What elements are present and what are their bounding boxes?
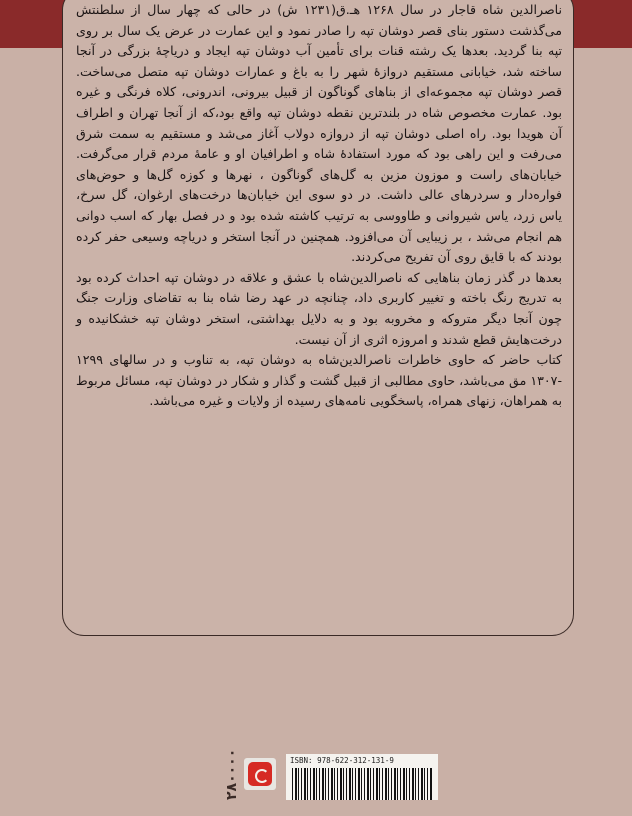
paragraph-later-years: بعدها در گذر زمان بناهایی که ناصرالدین‌شاه با عشق و علاقه در دوشان تپه احداث کرده بود به تدریج رنگ باخته و تغییر کاربری داد، چنانچه در عهد رضا شاه بنا به تقاضای وزارت جنگ چون آنجا دیگر متروکه و مخروبه بود و به دلایل بهداشتی، استخر دوشان تپه خشکانیده و درخت‌هایش قطع شدند و امروزه اثری از آن نیست. <box>76 269 562 347</box>
price-label <box>224 748 275 816</box>
isbn-text: ISBN: 978-622-312-131-9 <box>290 756 394 765</box>
back-cover-text <box>76 0 562 412</box>
price-text: ۲۸۰۰۰۰ <box>224 748 240 800</box>
paragraph-book-summary: کتاب حاضر که حاوی خاطرات ناصرالدین‌شاه به دوشان تپه، به تناوب و در سالهای ۱۲۹۹ -۱۳۰۷ مق می‌باشد، حاوی مطالبی از قبیل گشت و گذار و شکار در دوشان تپه، مسائل مربوط به همراهان، زنهای همراه، پاسخگویی نامه‌های رسیده از ولایات و غیره می‌باشد. <box>76 352 562 409</box>
publisher-logo <box>244 758 276 790</box>
publisher-logo-icon <box>248 762 272 786</box>
barcode-icon <box>292 768 432 800</box>
paragraph-history: ناصرالدین شاه قاجار در سال ۱۲۶۸ هـ.ق(۱۲۳۱ ش) در حالی که چهار سال از سلطنتش می‌گذشت دستور بنای قصر دوشان تپه را صادر نمود و این عمارت در عرض یک سال بر روی تپه بنا گردید. بعدها یک رشته قنات برای تأمین آب دوشان تپه ایجاد و دریاچهٔ بزرگی در آنجا ساخته شد، خیابانی مستقیم دروازهٔ شهر را به باغ و عمارات دوشان تپه متصل می‌ساخت. قصر دوشان تپه مجموعه‌ای از بناهای گوناگون از قبیل بیرونی، اندرونی، کلاه فرنگی و غیره بود. عمارت مخصوص شاه در بلندترین نقطه دوشان تپه واقع بود،که از آنجا تهران و اطراف آن هویدا بود. راه اصلی دوشان تپه از دروازه دولاب آغاز می‌شد و مستقیم به سمت شرق می‌رفت و این راهی بود که مورد استفادهٔ شاه و اطرافیان او و عامهٔ مردم قرار می‌گرفت. خیابان‌های راست و موزون مزین به گل‌های گوناگون ، نهرها و کوزه گل‌ها و حوض‌های فواره‌دار و سردرهای عالی داشت. در دو سوی این خیابان‌ها درخت‌های ارغوان، گل سرخ، یاس زرد، یاس شیروانی و طاووسی به ترتیب کاشته شده بود و در فصل بهار که اسب دوانی هم انجام می‌شد ، بر زیبایی آن می‌افزود. همچنین در آنجا استخر و دریاچه وسیعی حفر کرده بودند که با قایق روی آن تفریح می‌کردند. <box>76 2 562 265</box>
